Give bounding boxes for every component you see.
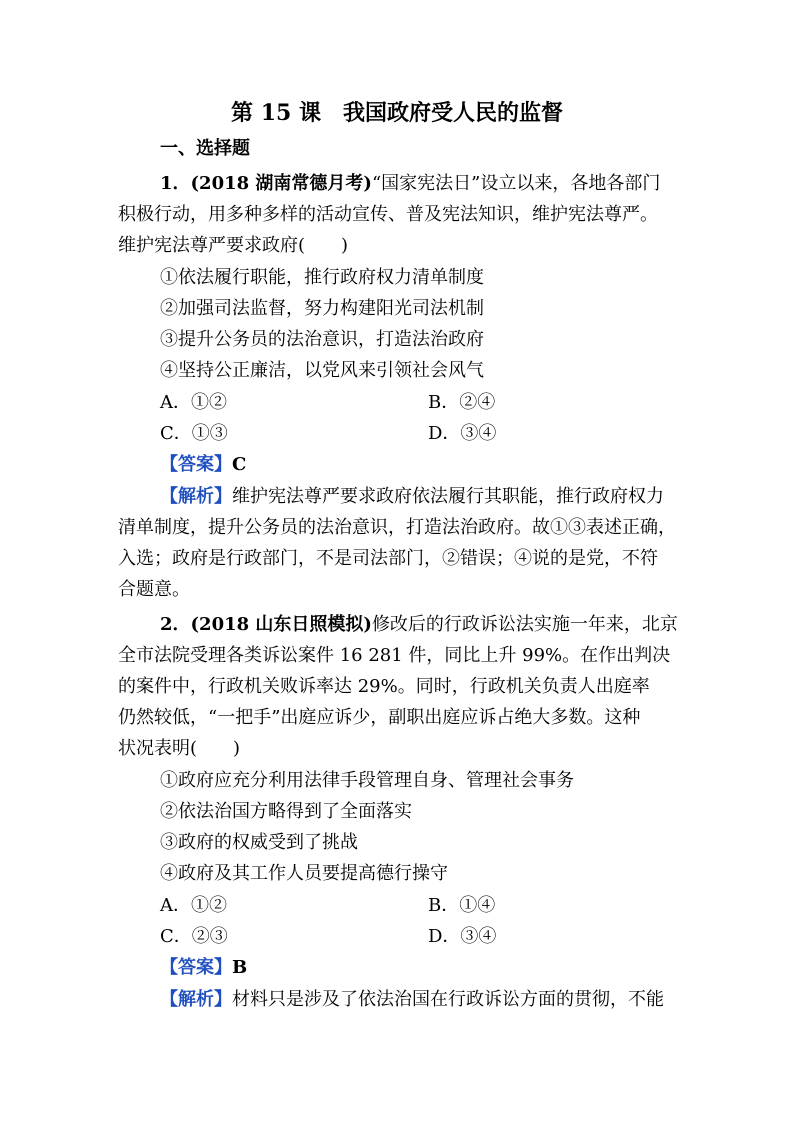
question-1-stem-line-2: 积极行动，用多种多样的活动宣传、普及宪法知识，维护宪法尊严。 [118, 204, 658, 225]
section-heading: 一、选择题 [160, 138, 250, 159]
analysis-text: 材料只是涉及了依法治国在行政诉讼方面的贯彻，不能 [232, 989, 664, 1010]
question-2-statement-1: ①政府应充分利用法律手段管理自身、管理社会事务 [160, 770, 574, 791]
question-source: (2018 山东日照模拟) [190, 614, 372, 635]
question-text: 修改后的行政诉讼法实施一年来，北京 [371, 614, 678, 635]
question-1-analysis-line-4: 合题意。 [118, 579, 190, 600]
question-1-choice-d: D．③④ [428, 423, 497, 444]
question-2-stem-line-1 [160, 613, 678, 637]
question-1-statement-3: ③提升公务员的法治意识，打造法治政府 [160, 329, 484, 350]
question-2-stem-line-4: 仍然较低，“一把手”出庭应诉少，副职出庭应诉占绝大多数。这种 [118, 707, 641, 728]
question-2-analysis-line-1 [160, 988, 664, 1012]
analysis-text: 维护宪法尊严要求政府依法履行其职能，推行政府权力 [232, 486, 664, 507]
question-1-statement-4: ④坚持公正廉洁，以党风来引领社会风气 [160, 360, 484, 381]
question-1-analysis-line-3: 入选；政府是行政部门，不是司法部门，②错误；④说的是党，不符 [118, 548, 658, 569]
analysis-tag: 【解析】 [160, 486, 232, 507]
question-text: “国家宪法日”设立以来，各地各部门 [371, 173, 661, 194]
answer-tag: 【答案】 [160, 454, 232, 475]
question-1-choice-b: B．②④ [428, 392, 496, 413]
question-number: 2． [160, 614, 191, 635]
question-1-statement-2: ②加强司法监督，努力构建阳光司法机制 [160, 298, 484, 319]
question-2-answer [160, 956, 247, 980]
answer-value: C [232, 454, 247, 475]
question-1-statement-1: ①依法履行职能，推行政府权力清单制度 [160, 267, 484, 288]
question-2-stem-line-3: 的案件中，行政机关败诉率达 29%。同时，行政机关负责人出庭率 [118, 676, 650, 697]
question-1-answer [160, 453, 246, 477]
question-source: (2018 湖南常德月考) [190, 173, 372, 194]
question-1-analysis-line-2: 清单制度，提升公务员的法治意识，打造法治政府。故①③表述正确， [118, 517, 676, 538]
question-1-choice-a: A．①② [160, 392, 227, 413]
question-number: 1． [160, 173, 191, 194]
answer-value: B [232, 957, 248, 978]
question-1-stem-line-3: 维护宪法尊严要求政府( ) [118, 235, 349, 256]
page-title: 第 15 课 我国政府受人民的监督 [231, 100, 563, 126]
question-2-choice-a: A．①② [160, 895, 227, 916]
question-2-choice-d: D．③④ [428, 926, 497, 947]
answer-tag: 【答案】 [160, 957, 232, 978]
analysis-tag: 【解析】 [160, 989, 232, 1010]
question-2-statement-4: ④政府及其工作人员要提高德行操守 [160, 863, 448, 884]
question-2-choice-c: C．②③ [160, 926, 228, 947]
question-1-analysis-line-1 [160, 485, 664, 509]
question-2-statement-3: ③政府的权威受到了挑战 [160, 832, 358, 853]
question-2-statement-2: ②依法治国方略得到了全面落实 [160, 801, 412, 822]
question-2-stem-line-2: 全市法院受理各类诉讼案件 16 281 件，同比上升 99%。在作出判决 [118, 645, 671, 666]
question-1-stem-line-1 [160, 172, 660, 196]
question-2-choice-b: B．①④ [428, 895, 496, 916]
question-2-stem-line-5: 状况表明( ) [118, 738, 241, 759]
question-1-choice-c: C．①③ [160, 423, 228, 444]
